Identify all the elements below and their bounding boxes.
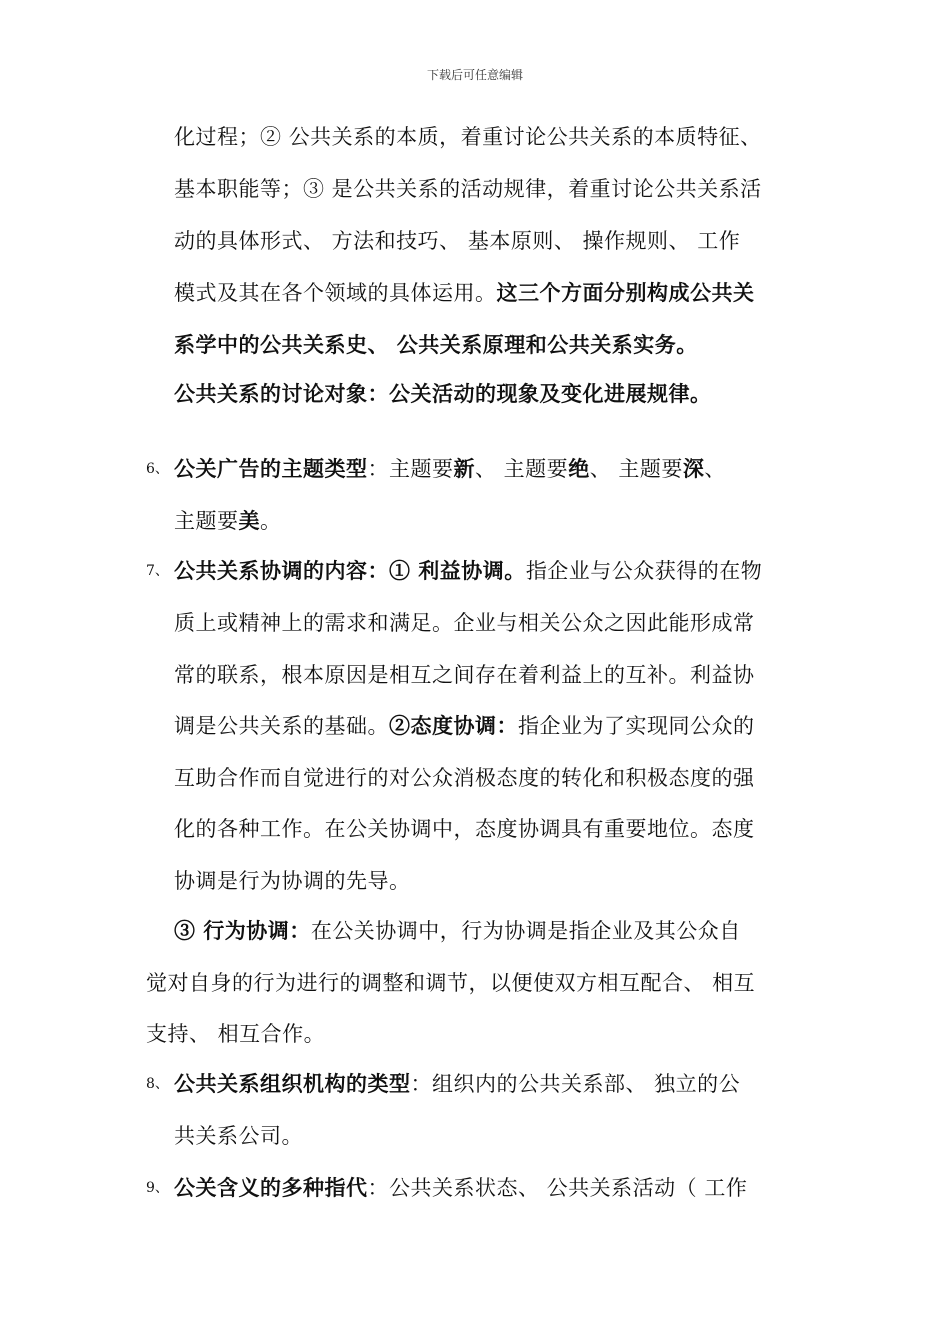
text-segment: 互助合作而自觉进行的对公众消极态度的转化和积极态度的强 [174, 766, 755, 790]
text-segment: 协调是行为协调的先导。 [174, 869, 411, 893]
text-segment: ：公共关系状态、 公共关系活动（ 工作 [367, 1176, 748, 1200]
text-segment: 在公关协调中，行为协调是指企业及其公众自 [310, 919, 741, 943]
bold-text: 新 [453, 456, 475, 481]
text-segment: 共关系公司。 [174, 1124, 303, 1148]
bold-text: 深 [682, 456, 705, 481]
text-segment: 动的具体形式、 方法和技巧、 基本原则、 操作规则、 工作 [174, 229, 741, 253]
text-line [146, 969, 786, 997]
page-header: 下载后可任意编辑 [426, 68, 523, 82]
text-segment: 基本职能等；③ 是公共关系的活动规律，着重讨论公共关系活 [174, 177, 762, 201]
text-line [174, 661, 814, 689]
text-segment: 、 主题要 [475, 457, 569, 481]
bold-text: 公共关系协调的内容：① 利益协调。 [174, 558, 526, 583]
text-segment: 主题要 [174, 509, 239, 533]
text-line [174, 123, 814, 151]
text-segment: 质上或精神上的需求和满足。企业与相关公众之因此能形成常 [174, 611, 755, 635]
bold-text: 公关广告的主题类型 [174, 456, 368, 481]
bold-text: ②态度协调： [389, 713, 518, 738]
text-line [174, 380, 814, 408]
bold-text: 公共关系组织机构的类型 [174, 1071, 411, 1096]
text-line [174, 1174, 814, 1202]
text-line [174, 1070, 814, 1098]
text-line [174, 227, 814, 255]
item-number: 6、 [146, 461, 169, 477]
text-segment: 调是公共关系的基础。 [174, 714, 389, 738]
text-segment: 、 [704, 457, 726, 481]
text-line [174, 455, 814, 483]
item-number: 7、 [146, 563, 169, 579]
text-line [174, 507, 814, 535]
item-number: 8、 [146, 1076, 169, 1092]
text-line [174, 917, 814, 945]
text-segment: ：主题要 [367, 457, 454, 481]
text-line [174, 867, 814, 895]
text-line [174, 175, 814, 203]
text-segment: 。 [260, 509, 282, 533]
text-segment: 化过程；② 公共关系的本质，着重讨论公共关系的本质特征、 [174, 125, 762, 149]
text-segment: 指企业为了实现同公众的 [518, 714, 755, 738]
text-segment: 指企业与公众获得的在物 [525, 559, 763, 583]
text-line [174, 815, 814, 843]
text-segment: 觉对自身的行为进行的调整和调节，以便使双方相互配合、 相互 [146, 971, 756, 995]
text-line [174, 712, 814, 740]
item-number: 9、 [146, 1180, 169, 1196]
text-segment: 模式及其在各个领域的具体运用。 [174, 281, 497, 305]
text-line [174, 609, 814, 637]
bold-text: ③ 行为协调： [174, 918, 311, 943]
text-segment: 常的联系，根本原因是相互之间存在着利益上的互补。利益协 [174, 663, 755, 687]
bold-text: 公共关系的讨论对象：公关活动的现象及变化进展规律。 [174, 381, 712, 406]
text-line [174, 279, 814, 307]
text-line [174, 1122, 814, 1150]
bold-text: 系学中的公共关系史、 公共关系原理和公共关系实务。 [174, 332, 698, 357]
bold-text: 美 [238, 508, 260, 533]
text-segment: 、 主题要 [589, 457, 683, 481]
bold-text: 公关含义的多种指代 [174, 1175, 368, 1200]
text-segment: 支持、 相互合作。 [146, 1022, 326, 1046]
text-segment: 化的各种工作。在公关协调中，态度协调具有重要地位。态度 [174, 817, 755, 841]
text-line [174, 331, 814, 359]
text-line [174, 764, 814, 792]
text-line [174, 557, 814, 585]
text-line [146, 1020, 786, 1048]
bold-text: 绝 [568, 456, 590, 481]
bold-text: 这三个方面分别构成公共关 [496, 280, 755, 305]
text-segment: ：组织内的公共关系部、 独立的公 [410, 1072, 741, 1096]
